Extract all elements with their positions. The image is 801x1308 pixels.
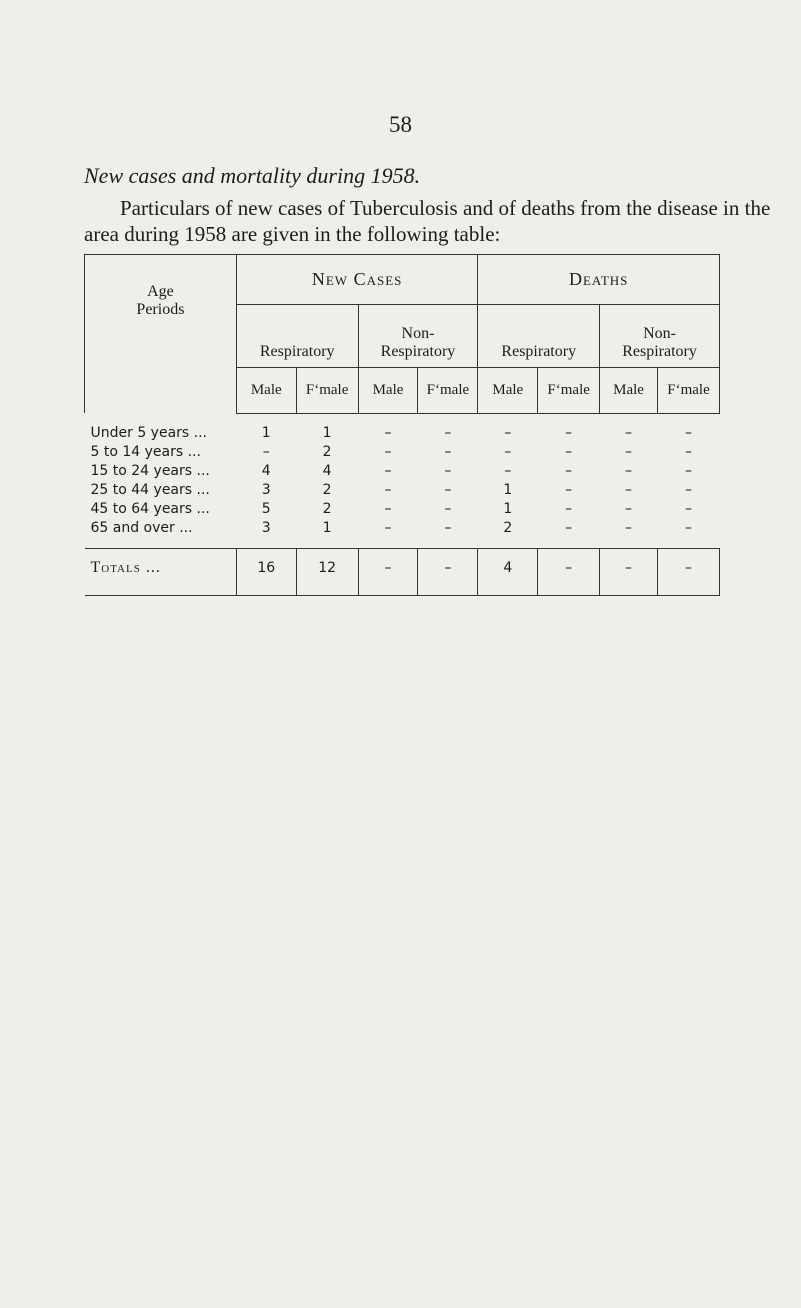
cell: – — [685, 520, 692, 536]
cell: 3 — [261, 520, 271, 536]
cell: – — [504, 463, 512, 479]
col-male: Male — [236, 368, 296, 413]
cell: 2 — [322, 444, 332, 460]
table-row — [85, 500, 720, 519]
col-female: F‘male — [538, 368, 600, 413]
cell: 1 — [322, 425, 332, 441]
cell: – — [658, 548, 720, 595]
col-female: F‘male — [296, 368, 358, 413]
deaths-header: Deaths — [478, 255, 720, 305]
cell: – — [685, 482, 692, 498]
cell: – — [444, 463, 452, 479]
age-label: 45 to 64 years ... — [90, 501, 210, 517]
cell: – — [565, 520, 573, 536]
intro-text: Particulars of new cases of Tuberculosis and of deaths from the disease in the area during 1958 are given in the following table: — [84, 196, 771, 246]
cell: – — [565, 501, 573, 517]
cell: – — [625, 482, 633, 498]
totals-row — [85, 548, 720, 595]
intro-paragraph — [84, 195, 789, 247]
table-row — [85, 443, 720, 462]
cell: – — [625, 444, 633, 460]
cell: – — [384, 463, 392, 479]
col-female: F‘male — [418, 368, 478, 413]
cell: – — [384, 482, 392, 498]
age-label: 65 and over ... — [90, 520, 193, 536]
cell: 5 — [261, 501, 271, 517]
table-row — [85, 481, 720, 500]
cell: 1 — [322, 520, 332, 536]
cell: – — [600, 548, 658, 595]
cell: – — [358, 548, 418, 595]
cell: – — [685, 425, 692, 441]
section-heading: New cases and mortality during 1958. — [84, 163, 421, 188]
col-female: F‘male — [658, 368, 720, 413]
cell: 4 — [261, 463, 271, 479]
cell: – — [565, 425, 573, 441]
table-row — [85, 462, 720, 481]
cell: 16 — [236, 548, 296, 595]
cell: – — [444, 520, 452, 536]
cell: 4 — [322, 463, 332, 479]
cell: 12 — [296, 548, 358, 595]
cell: 2 — [503, 520, 513, 536]
cell: 2 — [322, 482, 332, 498]
cell: – — [384, 444, 392, 460]
cell: – — [444, 482, 452, 498]
cell: – — [504, 444, 512, 460]
new-cases-header: New Cases — [236, 255, 478, 305]
totals-label: Totals ... — [85, 548, 237, 595]
col-male: Male — [600, 368, 658, 413]
age-label: 5 to 14 years ... — [90, 444, 201, 460]
cell: – — [504, 425, 512, 441]
tuberculosis-table — [84, 254, 720, 596]
cell: – — [625, 501, 633, 517]
cell: 4 — [478, 548, 538, 595]
cell: – — [685, 501, 692, 517]
cell: – — [625, 425, 633, 441]
cell: 3 — [261, 482, 271, 498]
deaths-non-respiratory-header: Non-Respiratory — [600, 304, 720, 368]
age-label: Under 5 years ... — [90, 424, 208, 441]
cell: – — [384, 520, 392, 536]
cell: – — [565, 444, 573, 460]
col-male: Male — [358, 368, 418, 413]
cell: – — [685, 463, 692, 479]
cell: – — [625, 520, 633, 536]
table-row — [85, 413, 720, 443]
new-non-respiratory-header: Non-Respiratory — [358, 304, 478, 368]
cell: 1 — [261, 425, 271, 441]
cell: – — [384, 501, 392, 517]
cell: – — [444, 501, 452, 517]
age-label: 25 to 44 years ... — [90, 482, 210, 498]
age-periods-header: Age Periods — [85, 255, 237, 414]
cell: – — [625, 463, 633, 479]
page-number: 58 — [389, 112, 412, 137]
cell: – — [262, 444, 270, 460]
cell: 1 — [503, 501, 513, 517]
new-respiratory-header: Respiratory — [236, 304, 358, 368]
cell: – — [444, 444, 452, 460]
cell: – — [384, 425, 392, 441]
col-male: Male — [478, 368, 538, 413]
cell: – — [538, 548, 600, 595]
cell: – — [444, 425, 452, 441]
cell: – — [685, 444, 692, 460]
deaths-respiratory-header: Respiratory — [478, 304, 600, 368]
table-row — [85, 519, 720, 549]
cell: – — [565, 482, 573, 498]
cell: – — [565, 463, 573, 479]
cell: 1 — [503, 482, 513, 498]
cell: – — [418, 548, 478, 595]
cell: 2 — [322, 501, 332, 517]
age-label: 15 to 24 years ... — [90, 463, 210, 479]
